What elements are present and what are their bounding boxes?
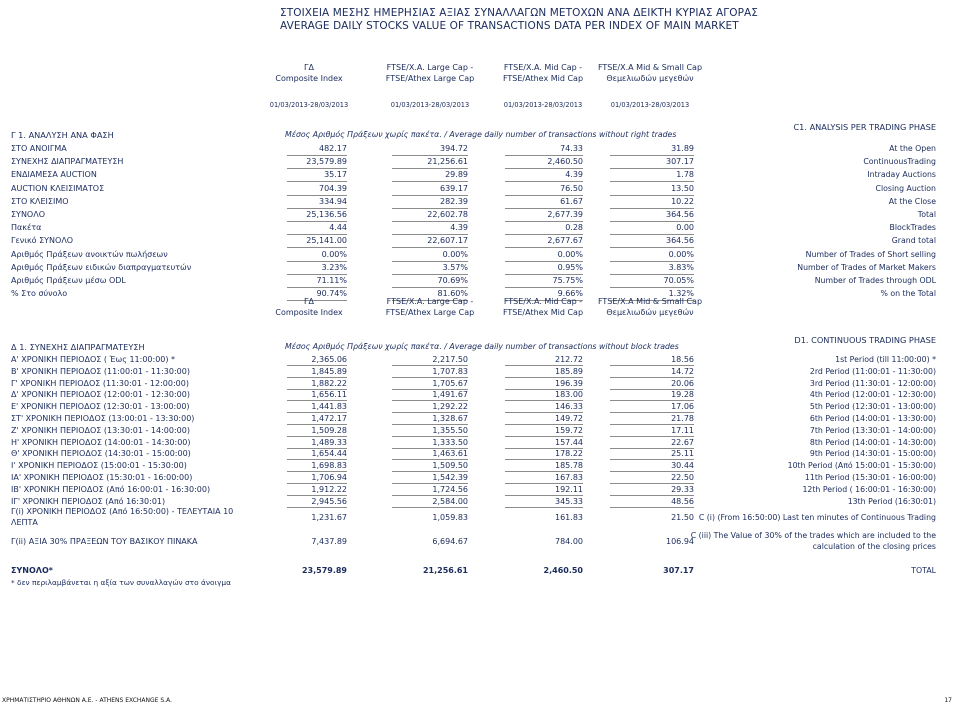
cell-underline — [610, 195, 694, 196]
cell-underline — [287, 287, 347, 288]
cell-underline — [610, 155, 694, 156]
row-label-greek: Αριθμός Πράξεων ειδικών διαπραγματευτών — [11, 262, 192, 272]
cell-underline — [392, 181, 468, 182]
row-label-english: % on the Total — [880, 289, 936, 299]
value-cell: 1,059.83 — [432, 513, 468, 522]
value-cell: 183.00 — [555, 390, 583, 400]
value-cell: 30.44 — [671, 461, 694, 471]
cell-underline — [505, 155, 583, 156]
period-label: 01/03/2013-28/03/2013 — [503, 101, 583, 109]
row-label-greek: Γ' ΧΡΟΝΙΚΗ ΠΕΡΙΟΔΟΣ (11:30:01 - 12:00:00) — [11, 378, 189, 388]
value-cell: 0.00 — [676, 223, 694, 233]
cell-underline — [610, 181, 694, 182]
section1-title-english: C1. ANALYSIS PER TRADING PHASE — [793, 122, 936, 132]
row-label-english: 2rd Period (11:00:01 - 11:30:00) — [809, 366, 936, 376]
value-cell: 1,542.39 — [432, 473, 468, 482]
column-header-line2: Θεμελιωδών μεγεθών — [606, 308, 694, 317]
value-cell: 23,579.89 — [301, 566, 347, 575]
value-cell: 2,217.50 — [432, 355, 468, 364]
cell-underline — [610, 274, 694, 275]
row-label-greek: ΙΑ' ΧΡΟΝΙΚΗ ΠΕΡΙΟΔΟΣ (15:30:01 - 16:00:00) — [11, 473, 193, 482]
value-cell: 1,463.61 — [432, 449, 468, 459]
value-cell: 20.06 — [671, 378, 694, 388]
value-cell: 307.17 — [666, 157, 694, 167]
row-label-greek: ΣΤ' ΧΡΟΝΙΚΗ ΠΕΡΙΟΔΟΣ (13:00:01 - 13:30:00) — [11, 414, 195, 423]
row-label-english: 4th Period (12:00:01 - 12:30:00) — [809, 390, 936, 400]
row-label-english: At the Close — [888, 196, 936, 206]
row-label-greek: % Στο σύνολο — [11, 289, 68, 299]
column-header-line1: ΓΔ — [304, 63, 314, 72]
row-label-greek: ΙΓ' ΧΡΟΝΙΚΗ ΠΕΡΙΟΔΟΣ (Από 16:30:01) — [11, 496, 166, 506]
value-cell: 1,707.83 — [432, 366, 468, 376]
value-cell: 167.83 — [555, 473, 583, 482]
value-cell: 13.50 — [671, 183, 694, 193]
row-label-greek: ΣΥΝΟΛΟ — [11, 210, 45, 219]
cell-underline — [287, 155, 347, 156]
value-cell: 704.39 — [319, 183, 347, 193]
row-label-greek: Αριθμός Πράξεων ανοικτών πωλήσεων — [11, 249, 168, 259]
row-label-english: 1st Period (till 11:00:00) * — [835, 355, 936, 364]
column-header-line1: FTSE/X.A. Large Cap - — [386, 63, 474, 72]
value-cell: 7,437.89 — [311, 537, 347, 546]
cell-underline — [287, 221, 347, 222]
value-cell: 48.56 — [671, 496, 694, 506]
extra1-label-english: C (i) (From 16:50:00) Last ten minutes of Continuous Trading — [698, 513, 936, 522]
total-label-greek: ΣΥΝΟΛΟ* — [11, 566, 53, 575]
column-header-line1: FTSE/X.A. Mid Cap - — [503, 63, 583, 72]
row-label-greek: AUCTION ΚΛΕΙΣΙΜΑΤΟΣ — [11, 183, 105, 193]
column-header-line1: ΓΔ — [304, 297, 314, 306]
column-header-line2: FTSE/Athex Large Cap — [385, 308, 475, 317]
value-cell: 17.11 — [671, 425, 694, 435]
value-cell: 1,654.44 — [311, 449, 347, 459]
cell-underline — [505, 221, 583, 222]
value-cell: 307.17 — [663, 566, 694, 575]
column-header-line1: FTSE/X.A. Mid Cap - — [503, 297, 583, 306]
cell-underline — [505, 195, 583, 196]
value-cell: 29.89 — [445, 170, 468, 180]
page-number: 17 — [944, 697, 952, 704]
column-header-line2: Composite Index — [275, 74, 343, 83]
value-cell: 146.33 — [555, 402, 583, 412]
value-cell: 1,472.17 — [311, 414, 347, 423]
row-label-greek: ΕΝΔΙΑΜΕΣΑ AUCTION — [11, 170, 97, 180]
value-cell: 1,333.50 — [432, 437, 468, 447]
cell-underline — [505, 274, 583, 275]
value-cell: 3.83% — [668, 262, 694, 272]
value-cell: 25,141.00 — [306, 236, 347, 246]
value-cell: 639.17 — [440, 183, 468, 193]
value-cell: 1,656.11 — [311, 390, 347, 400]
value-cell: 2,365.06 — [311, 355, 347, 364]
value-cell: 1,912.22 — [311, 484, 347, 494]
row-label-greek: Η' ΧΡΟΝΙΚΗ ΠΕΡΙΟΔΟΣ (14:00:01 - 14:30:00) — [11, 437, 191, 447]
value-cell: 0.00% — [557, 249, 583, 259]
row-label-greek: Πακέτα — [11, 223, 42, 233]
cell-underline — [287, 195, 347, 196]
section2-title-greek: Δ 1. ΣΥΝΕΧΗΣ ΔΙΑΠΡΑΓΜΑΤΕΥΣΗ — [11, 342, 145, 352]
row-label-english: At the Open — [889, 144, 936, 153]
footer-exchange-name: ΧΡΗΜΑΤΙΣΤΗΡΙΟ ΑΘΗΝΩΝ Α.Ε. - ATHENS EXCHANGE S.A. — [2, 697, 172, 704]
column-header-line1: FTSE/X.A Mid & Small Cap — [597, 297, 703, 306]
period-label: 01/03/2013-28/03/2013 — [269, 101, 349, 109]
section1-subtitle: Μέσος Αριθμός Πράξεων χωρίς πακέτα. / Average daily number of transactions without right trades — [285, 130, 677, 139]
value-cell: 3.57% — [442, 262, 468, 272]
value-cell: 192.11 — [555, 484, 583, 494]
value-cell: 482.17 — [319, 144, 347, 153]
value-cell: 9.66% — [557, 289, 583, 299]
value-cell: 784.00 — [555, 537, 583, 546]
value-cell: 282.39 — [440, 196, 468, 206]
value-cell: 71.11% — [316, 276, 347, 285]
row-label-greek: Ε' ΧΡΟΝΙΚΗ ΠΕΡΙΟΔΟΣ (12:30:01 - 13:00:00) — [11, 402, 190, 412]
cell-underline — [505, 234, 583, 235]
extra2-label-english-line2: calculation of the closing prices — [812, 542, 936, 551]
value-cell: 0.28 — [565, 223, 583, 233]
cell-underline — [610, 221, 694, 222]
value-cell: 1,705.67 — [432, 378, 468, 388]
value-cell: 178.22 — [555, 449, 583, 459]
report-title-english: AVERAGE DAILY STOCKS VALUE OF TRANSACTIONS DATA PER INDEX OF MAIN MARKET — [280, 20, 739, 32]
value-cell: 1,292.22 — [432, 402, 468, 412]
value-cell: 2,584.00 — [432, 496, 468, 506]
value-cell: 1,724.56 — [432, 484, 468, 494]
value-cell: 90.74% — [316, 289, 347, 299]
value-cell: 3.23% — [321, 262, 347, 272]
row-label-english: 7th Period (13:30:01 - 14:00:00) — [809, 425, 936, 435]
value-cell: 1.78 — [676, 170, 694, 180]
cell-underline — [287, 168, 347, 169]
row-label-greek: Β' ΧΡΟΝΙΚΗ ΠΕΡΙΟΔΟΣ (11:00:01 - 11:30:00) — [11, 366, 190, 376]
cell-underline — [392, 221, 468, 222]
row-label-english: 9th Period (14:30:01 - 15:00:00) — [809, 449, 936, 459]
value-cell: 25.11 — [671, 449, 694, 459]
value-cell: 70.05% — [663, 276, 694, 285]
value-cell: 212.72 — [555, 355, 583, 364]
cell-underline — [287, 181, 347, 182]
cell-underline — [287, 247, 347, 248]
row-label-greek: Γενικό ΣΥΝΟΛΟ — [11, 236, 74, 246]
value-cell: 161.83 — [555, 513, 583, 522]
cell-underline — [505, 181, 583, 182]
cell-underline — [392, 208, 468, 209]
value-cell: 149.72 — [555, 414, 583, 423]
value-cell: 0.00% — [321, 249, 347, 259]
row-label-english: ContinuousTrading — [863, 157, 936, 167]
value-cell: 29.33 — [671, 484, 694, 494]
row-label-english: Grand total — [891, 236, 936, 246]
value-cell: 23,579.89 — [306, 157, 347, 167]
cell-underline — [505, 168, 583, 169]
extra2-label: Γ(ii) ΑΞΙΑ 30% ΠΡΑΞΕΩΝ ΤΟΥ ΒΑΣΙΚΟΥ ΠΙΝΑΚΑ — [11, 537, 198, 546]
cell-underline — [505, 287, 583, 288]
column-header-line2: FTSE/Athex Mid Cap — [502, 308, 584, 317]
value-cell: 21.50 — [671, 513, 694, 522]
extra2-label-english-line1: C (iii) The Value of 30% of the trades which are included to the — [690, 531, 936, 540]
value-cell: 74.33 — [560, 144, 583, 153]
value-cell: 4.39 — [450, 223, 468, 233]
cell-underline — [392, 234, 468, 235]
section2-subtitle: Μέσος Αριθμός Πράξεων χωρίς πακέτα. / Average daily number of transactions without block trades — [285, 342, 679, 351]
column-header-line2: Composite Index — [275, 308, 343, 317]
cell-underline — [505, 247, 583, 248]
row-label-greek: ΣΤΟ ΑΝΟΙΓΜΑ — [11, 144, 67, 153]
cell-underline — [610, 287, 694, 288]
extra1-label-line1: Γ(i) ΧΡΟΝΙΚΗ ΠΕΡΙΟΔΟΣ (Από 16:50:00) - ΤΕΛΕΥΤΑΙΑ 10 — [11, 507, 234, 516]
cell-underline — [392, 274, 468, 275]
row-label-english: Total — [917, 210, 936, 219]
value-cell: 0.00% — [442, 249, 468, 259]
cell-underline — [392, 247, 468, 248]
total-label-english: TOTAL — [911, 566, 936, 575]
value-cell: 0.95% — [557, 262, 583, 272]
value-cell: 364.56 — [666, 236, 694, 246]
row-label-greek: Ζ' ΧΡΟΝΙΚΗ ΠΕΡΙΟΔΟΣ (13:30:01 - 14:00:00) — [11, 425, 190, 435]
cell-underline — [610, 234, 694, 235]
column-header-line1: FTSE/X.A. Large Cap - — [386, 297, 474, 306]
cell-underline — [505, 261, 583, 262]
value-cell: 22,602.78 — [427, 210, 468, 219]
value-cell: 14.72 — [671, 366, 694, 376]
value-cell: 334.94 — [319, 196, 347, 206]
cell-underline — [287, 261, 347, 262]
row-label-english: Intraday Auctions — [867, 170, 936, 180]
cell-underline — [505, 507, 583, 508]
column-header-line2: FTSE/Athex Mid Cap — [502, 74, 584, 83]
value-cell: 1,489.33 — [311, 437, 347, 447]
value-cell: 1,845.89 — [311, 366, 347, 376]
cell-underline — [392, 168, 468, 169]
cell-underline — [610, 208, 694, 209]
row-label-english: 5th Period (12:30:01 - 13:00:00) — [809, 402, 936, 412]
cell-underline — [392, 287, 468, 288]
value-cell: 1,509.50 — [432, 461, 468, 471]
value-cell: 1,328.67 — [432, 414, 468, 423]
row-label-english: 10th Period (Από 15:00:01 - 15:30:00) — [787, 461, 936, 471]
cell-underline — [392, 507, 468, 508]
row-label-greek: Δ' ΧΡΟΝΙΚΗ ΠΕΡΙΟΔΟΣ (12:00:01 - 12:30:00) — [11, 390, 190, 400]
value-cell: 2,460.50 — [543, 566, 583, 575]
value-cell: 31.89 — [671, 144, 694, 153]
value-cell: 159.72 — [555, 425, 583, 435]
row-label-english: 11th Period (15:30:01 - 16:00:00) — [804, 473, 936, 482]
value-cell: 61.67 — [560, 196, 583, 206]
cell-underline — [287, 274, 347, 275]
cell-underline — [287, 507, 347, 508]
value-cell: 18.56 — [671, 355, 694, 364]
row-label-greek: ΙΒ' ΧΡΟΝΙΚΗ ΠΕΡΙΟΔΟΣ (Από 16:00:01 - 16:30:00) — [11, 484, 211, 494]
row-label-greek: Θ' ΧΡΟΝΙΚΗ ΠΕΡΙΟΔΟΣ (14:30:01 - 15:00:00) — [11, 449, 191, 459]
row-label-greek: ΣΤΟ ΚΛΕΙΣΙΜΟ — [11, 196, 69, 206]
value-cell: 2,460.50 — [547, 157, 583, 167]
cell-underline — [287, 234, 347, 235]
value-cell: 76.50 — [560, 183, 583, 193]
cell-underline — [610, 507, 694, 508]
row-label-english: 13th Period (16:30:01) — [847, 496, 936, 506]
row-label-english: Number of Trades of Short selling — [805, 249, 936, 259]
report-title-greek: ΣΤΟΙΧΕΙΑ ΜΕΣΗΣ ΗΜΕΡΗΣΙΑΣ ΑΞΙΑΣ ΣΥΝΑΛΛΑΓΩΝ ΜΕΤΟΧΩΝ ΑΝΑ ΔΕΙΚΤΗ ΚΥΡΙΑΣ ΑΓΟΡΑΣ — [280, 7, 759, 19]
value-cell: 6,694.67 — [432, 537, 468, 546]
column-header-line2: FTSE/Athex Large Cap — [385, 74, 475, 83]
row-label-english: 3rd Period (11:30:01 - 12:00:00) — [809, 378, 936, 388]
column-header-line2: Θεμελιωδών μεγεθών — [606, 74, 694, 83]
value-cell: 2,677.67 — [547, 236, 583, 246]
value-cell: 196.39 — [555, 378, 583, 388]
value-cell: 0.00% — [668, 249, 694, 259]
value-cell: 345.33 — [555, 496, 583, 506]
value-cell: 10.22 — [671, 196, 694, 206]
extra1-label-line2: ΛΕΠΤΑ — [11, 518, 38, 527]
value-cell: 25,136.56 — [306, 210, 347, 219]
value-cell: 81.60% — [437, 289, 468, 299]
row-label-english: Closing Auction — [875, 183, 936, 193]
value-cell: 1,882.22 — [311, 378, 347, 388]
row-label-greek: Ι' ΧΡΟΝΙΚΗ ΠΕΡΙΟΔΟΣ (15:00:01 - 15:30:00) — [11, 461, 187, 471]
row-label-english: 12th Period ( 16:00:01 - 16:30:00) — [802, 484, 936, 494]
row-label-greek: ΣΥΝΕΧΗΣ ΔΙΑΠΡΑΓΜΑΤΕΥΣΗ — [11, 157, 124, 167]
value-cell: 185.78 — [555, 461, 583, 471]
section1-title-greek: Γ 1. ΑΝΑΛΥΣΗ ΑΝΑ ΦΑΣΗ — [11, 130, 114, 140]
cell-underline — [505, 208, 583, 209]
cell-underline — [392, 195, 468, 196]
cell-underline — [610, 247, 694, 248]
value-cell: 1,231.67 — [311, 513, 347, 522]
value-cell: 2,677.39 — [547, 210, 583, 219]
value-cell: 22.50 — [671, 473, 694, 482]
cell-underline — [610, 168, 694, 169]
row-label-english: 8th Period (14:00:01 - 14:30:00) — [809, 437, 936, 447]
value-cell: 70.69% — [437, 276, 468, 285]
value-cell: 1,441.83 — [311, 402, 347, 412]
row-label-greek: Α' ΧΡΟΝΙΚΗ ΠΕΡΙΟΔΟΣ ( Έως 11:00:00) * — [11, 355, 176, 364]
value-cell: 75.75% — [552, 276, 583, 285]
period-label: 01/03/2013-28/03/2013 — [390, 101, 470, 109]
cell-underline — [287, 208, 347, 209]
value-cell: 185.89 — [555, 366, 583, 376]
period-label: 01/03/2013-28/03/2013 — [610, 101, 690, 109]
row-label-english: Number of Trades through ODL — [814, 276, 936, 285]
row-label-english: Number of Trades of Market Makers — [797, 262, 936, 272]
value-cell: 1,706.94 — [311, 473, 347, 482]
value-cell: 1,355.50 — [432, 425, 468, 435]
value-cell: 4.39 — [565, 170, 583, 180]
value-cell: 22,607.17 — [427, 236, 468, 246]
footnote: * δεν περιλαμβάνεται η αξία των συναλλαγών στο άνοιγμα — [11, 578, 231, 587]
value-cell: 364.56 — [666, 210, 694, 219]
value-cell: 1,509.28 — [311, 425, 347, 435]
cell-underline — [392, 155, 468, 156]
row-label-english: 6th Period (14:00:01 - 13:30:00) — [809, 414, 936, 423]
value-cell: 1,491.67 — [432, 390, 468, 400]
value-cell: 106.94 — [666, 537, 694, 546]
value-cell: 21,256.61 — [422, 566, 468, 575]
value-cell: 35.17 — [324, 170, 347, 180]
value-cell: 21.78 — [671, 414, 694, 423]
value-cell: 394.72 — [440, 144, 468, 153]
cell-underline — [610, 261, 694, 262]
value-cell: 2,945.56 — [311, 496, 347, 506]
row-label-english: BlockTrades — [889, 223, 936, 233]
value-cell: 4.44 — [329, 223, 347, 233]
value-cell: 22.67 — [671, 437, 694, 447]
section2-title-english: D1. CONTINUOUS TRADING PHASE — [794, 335, 936, 345]
value-cell: 1.32% — [668, 289, 694, 299]
value-cell: 19.28 — [671, 390, 694, 400]
cell-underline — [392, 261, 468, 262]
value-cell: 17.06 — [671, 402, 694, 412]
column-header-line1: FTSE/X.A Mid & Small Cap — [597, 63, 703, 72]
row-label-greek: Αριθμός Πράξεων μέσω ODL — [11, 276, 126, 285]
value-cell: 21,256.61 — [427, 157, 468, 167]
value-cell: 157.44 — [555, 437, 583, 447]
value-cell: 1,698.83 — [311, 461, 347, 471]
